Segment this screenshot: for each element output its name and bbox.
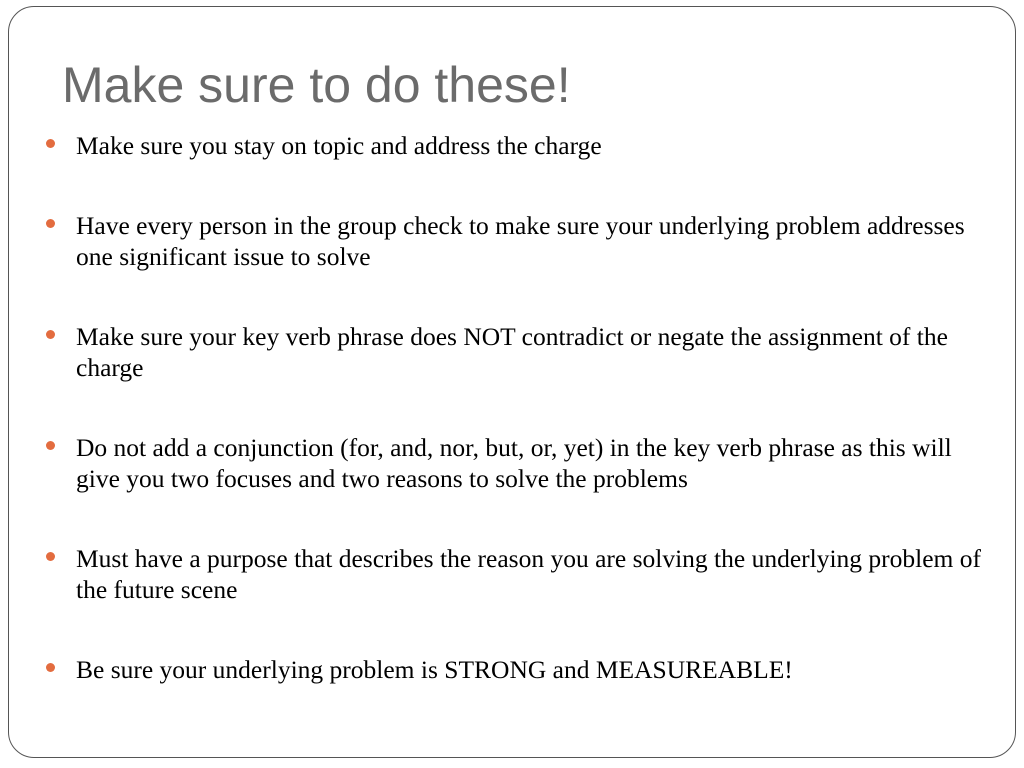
bullet-icon <box>46 330 55 339</box>
bullet-icon <box>46 441 55 450</box>
bullet-text: Must have a purpose that describes the reason you are solving the underlying problem of the future scene <box>76 543 982 604</box>
bullet-item <box>44 210 994 273</box>
bullet-text: Be sure your underlying problem is STRONG and MEASUREABLE! <box>76 654 793 684</box>
bullet-item <box>44 321 994 384</box>
bullet-item <box>44 654 994 686</box>
bullet-item <box>44 130 994 162</box>
bullet-item <box>44 432 994 495</box>
bullet-text: Do not add a conjunction (for, and, nor, but, or, yet) in the key verb phrase as this will give you two focuses and two reasons to solve the problems <box>76 432 952 493</box>
bullet-text: Make sure your key verb phrase does NOT contradict or negate the assignment of the charge <box>76 321 948 382</box>
bullet-icon <box>46 663 55 672</box>
bullet-item <box>44 543 994 606</box>
bullet-list <box>44 130 994 733</box>
bullet-text: Have every person in the group check to make sure your underlying problem addresses one significant issue to solve <box>76 210 965 271</box>
bullet-text: Make sure you stay on topic and address the charge <box>76 131 602 160</box>
bullet-icon <box>46 219 55 228</box>
bullet-icon <box>46 139 55 148</box>
slide-title: Make sure to do these! <box>62 57 571 113</box>
bullet-icon <box>46 552 55 561</box>
